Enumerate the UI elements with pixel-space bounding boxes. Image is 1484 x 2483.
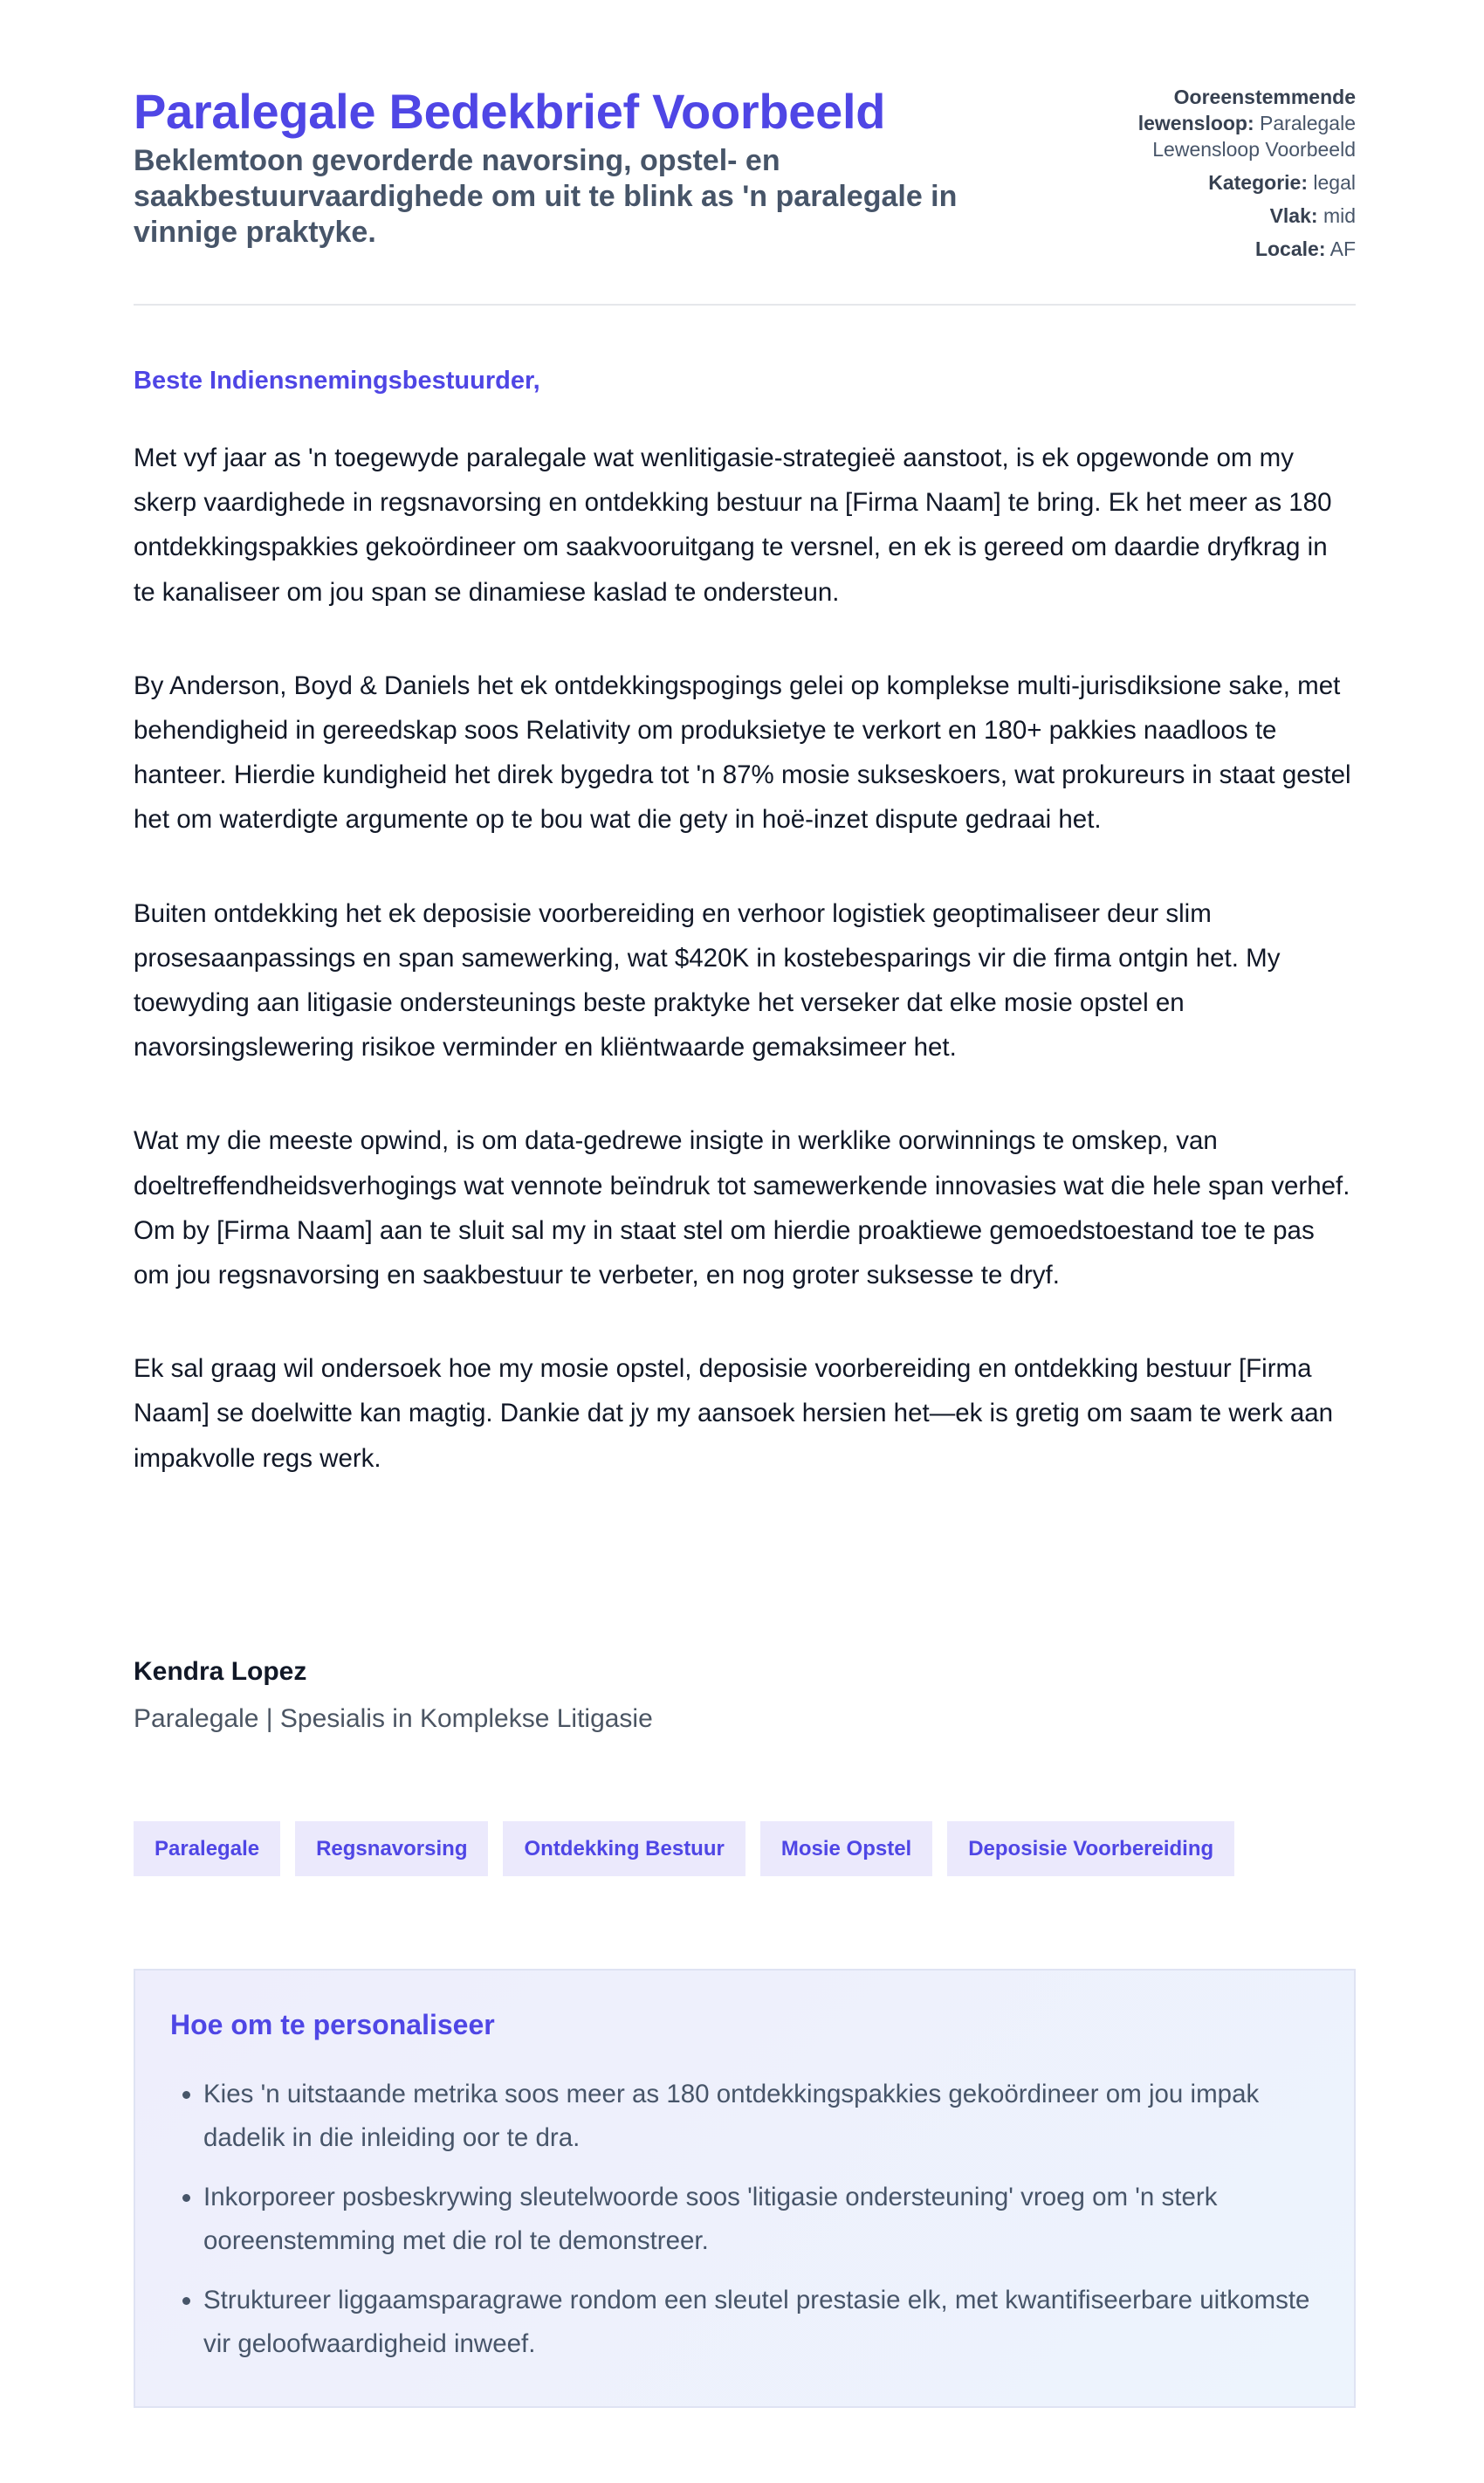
page-title: Paralegale Bedekbrief Voorbeeld	[134, 84, 886, 139]
meta-level-label: Vlak:	[1269, 204, 1318, 227]
letter-paragraph: Ek sal graag wil ondersoek hoe my mosie opstel, deposisie voorbereiding en ontdekking bestuur [Firma Naam] se doelwitte kan magtig. Dankie dat jy my aansoek hersien het—ek is gretig om saam te werk aan impakvolle regs werk.	[134, 1354, 1334, 1473]
letter-paragraph: Buiten ontdekking het ek deposisie voorbereiding en verhoor logistiek geoptimaliseer deur slim prosesaanpassings en span samewerking, wat $420K in kostebesparings vir die firma ontgin het. My toewyding aan litigasie ondersteunings beste praktyke het verseker dat elke mosie opstel en navorsingslewering risikoe verminder en kliëntwaarde gemaksimeer het.	[134, 898, 1281, 1063]
tips-heading: Hoe om te personaliseer	[170, 2009, 495, 2040]
letter-body	[134, 436, 1356, 1530]
signature-title: Paralegale | Spesialis in Komplekse Litigasie	[134, 1704, 653, 1733]
meta-resume-value[interactable]: Paralegale Lewensloop Voorbeeld	[1152, 112, 1356, 161]
meta-locale	[1059, 236, 1356, 262]
metadata-panel	[1059, 84, 1356, 269]
tag-deposisie-voorbereiding[interactable]: Deposisie Voorbereiding	[947, 1821, 1234, 1876]
letter-paragraph: Met vyf jaar as 'n toegewyde paralegale wat wenlitigasie-strategieë aanstoot, is ek opgewonde om my skerp vaardighede in regsnavorsing en ontdekking bestuur na [Firma Naam] te bring. Ek het meer as 180 ontdekkingspakkies gekoördineer om saakvooruitgang te versnel, en ek is gereed om daardie dryfkrag in te kanaliseer om jou span se dinamiese kaslad te ondersteun.	[134, 444, 1332, 607]
meta-locale-value: AF	[1329, 237, 1356, 260]
personalization-tips-box	[134, 1969, 1356, 2408]
tag-mosie-opstel[interactable]: Mosie Opstel	[760, 1821, 932, 1876]
tips-list	[170, 2073, 1319, 2366]
tip-item: • Struktureer liggaamsparagrawe rondom een sleutel prestasie elk, met kwantifiseerbare uitkomste vir geloofwaardigheid inweef.	[203, 2279, 1319, 2366]
meta-level-value: mid	[1323, 204, 1356, 227]
signature-block	[134, 1657, 653, 1734]
letter-paragraph: Wat my die meeste opwind, is om data-gedrewe insigte in werklike oorwinnings te omskep, van doeltreffendheidsverhogings wat vennote beïndruk tot samewerkende innovasies wat die hele span verhef. Om by [Firma Naam] aan te sluit sal my in staat stel om hierdie proaktiewe gemoedstoestand toe te pas om jou regsnavorsing en saakbestuur te verbeter, en nog groter suksesse te dryf.	[134, 1126, 1350, 1290]
tag-regsnavorsing[interactable]: Regsnavorsing	[295, 1821, 488, 1876]
page-subtitle: Beklemtoon gevorderde navorsing, opstel- en saakbestuurvaardighede om uit te blink as 'n paralegale in vinnige praktyke.	[134, 144, 958, 249]
signature-name: Kendra Lopez	[134, 1657, 307, 1686]
meta-matching-resume	[1059, 84, 1356, 162]
tag-ontdekking-bestuur[interactable]: Ontdekking Bestuur	[503, 1821, 745, 1876]
tag-paralegale[interactable]: Paralegale	[134, 1821, 280, 1876]
skill-tags	[134, 1821, 1234, 1876]
meta-level	[1059, 203, 1356, 229]
letter-paragraph: By Anderson, Boyd & Daniels het ek ontdekkingspogings gelei op komplekse multi-jurisdiksione sake, met behendigheid in gereedskap soos Relativity om produksietye te verkort en 180+ pakkies naadloos te hanteer. Hierdie kundigheid het direk bygedra tot 'n 87% mosie sukseskoers, wat prokureurs in staat gestel het om waterdigte argumente op te bou wat die gety in hoë-inzet dispute gedraai het.	[134, 671, 1351, 835]
meta-category	[1059, 169, 1356, 196]
tip-item: • Kies 'n uitstaande metrika soos meer as 180 ontdekkingspakkies gekoördineer om jou impak dadelik in die inleiding oor te dra.	[203, 2073, 1319, 2160]
meta-category-label: Kategorie:	[1208, 171, 1308, 194]
letter-salutation: Beste Indiensnemingsbestuurder,	[134, 367, 540, 395]
meta-category-value: legal	[1313, 171, 1356, 194]
tip-item: • Inkorporeer posbeskrywing sleutelwoorde soos 'litigasie ondersteuning' vroeg om 'n sterk ooreenstemming met die rol te demonstreer.	[203, 2176, 1319, 2263]
meta-locale-label: Locale:	[1254, 237, 1326, 260]
meta-resume-label: Ooreenstemmende lewensloop:	[1137, 86, 1356, 134]
page-header	[134, 0, 1356, 306]
cover-letter-page	[134, 0, 1356, 2358]
